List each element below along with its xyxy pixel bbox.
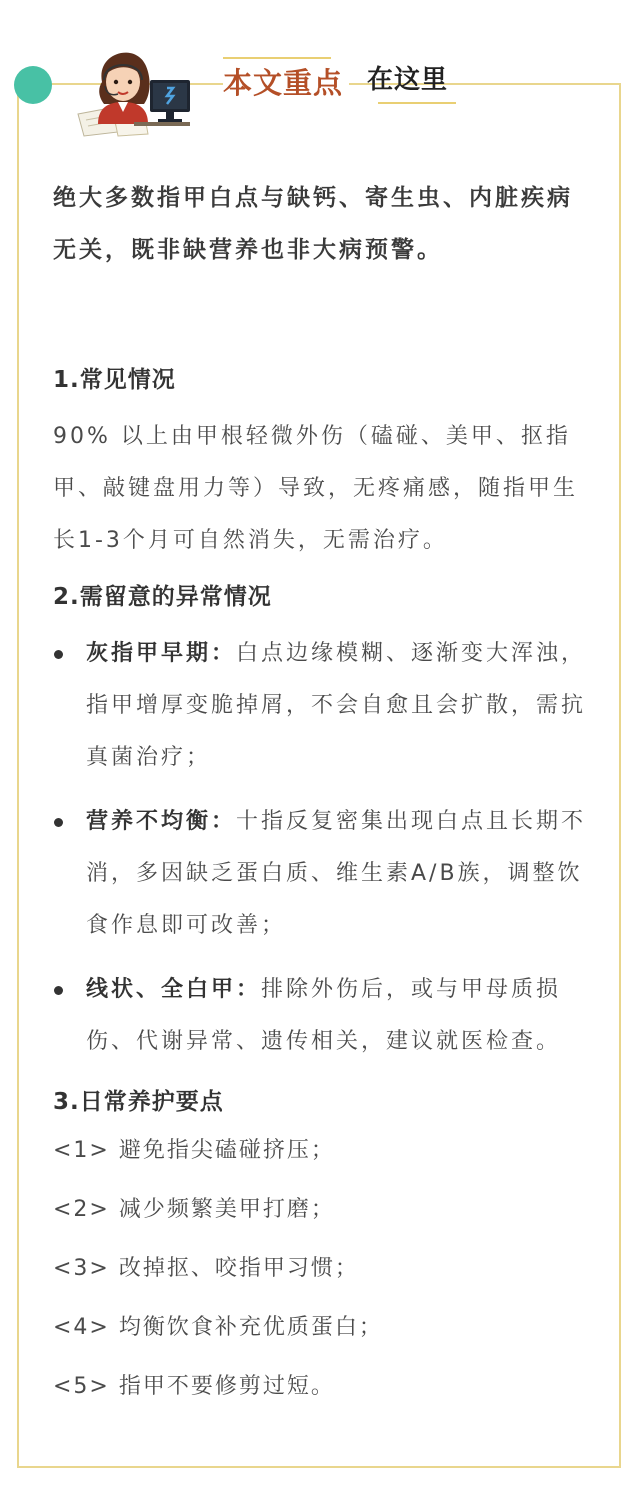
header-subtitle: 在这里 [367,65,449,95]
bullet-dot [54,650,63,659]
bullet-text: 白点边缘模糊、逐渐变大浑浊，指甲增厚变脆掉屑，不会自愈且会扩散，需抗真菌治疗； [86,641,587,770]
list-item: <4> 均衡饮食补充优质蛋白； [53,1315,383,1340]
bullet-label: 营养不均衡： [86,809,237,834]
header-bottom-line [378,102,456,104]
list-item [53,628,593,784]
abnormal-list [53,628,593,1068]
bullet-label: 线状、全白甲： [86,977,262,1002]
list-item [53,964,593,1068]
bullet-dot [54,986,63,995]
bullet-text: 排除外伤后，或与甲母质损伤、代谢异常、遗传相关，建议就医检查。 [86,977,562,1054]
list-item: <2> 减少频繁美甲打磨； [53,1197,335,1222]
section-title-abnormal: 2.需留意的异常情况 [53,584,272,610]
care-tips-list [53,1136,593,1402]
bullet-dot [54,818,63,827]
bullet-label: 灰指甲早期： [86,641,237,666]
list-item: <1> 避免指尖磕碰挤压； [53,1138,335,1163]
bullet-text: 十指反复密集出现白点且长期不消，多因缺乏蛋白质、维生素A/B族，调整饮食作息即可改善； [86,809,587,938]
summary-text: 绝大多数指甲白点与缺钙、寄生虫、内脏疾病无关，既非缺营养也非大病预警。 [53,185,573,263]
list-item: <3> 改掉抠、咬指甲习惯； [53,1256,359,1281]
section-text-common: 90% 以上由甲根轻微外伤（磕碰、美甲、抠指甲、敲键盘用力等）导致，无疼痛感，随指甲生长1-3个月可自然消失，无需治疗。 [53,424,579,553]
teal-dot-decoration [14,66,52,104]
header-top-line [223,57,331,59]
header-title: 本文重点 [223,64,349,102]
list-item: <5> 指甲不要修剪过短。 [53,1374,335,1399]
section-title-care: 3.日常养护要点 [53,1089,224,1115]
list-item [53,796,593,952]
customer-service-woman-illustration [74,42,194,138]
article-content [53,172,593,1431]
section-title-common: 1.常见情况 [53,367,176,393]
